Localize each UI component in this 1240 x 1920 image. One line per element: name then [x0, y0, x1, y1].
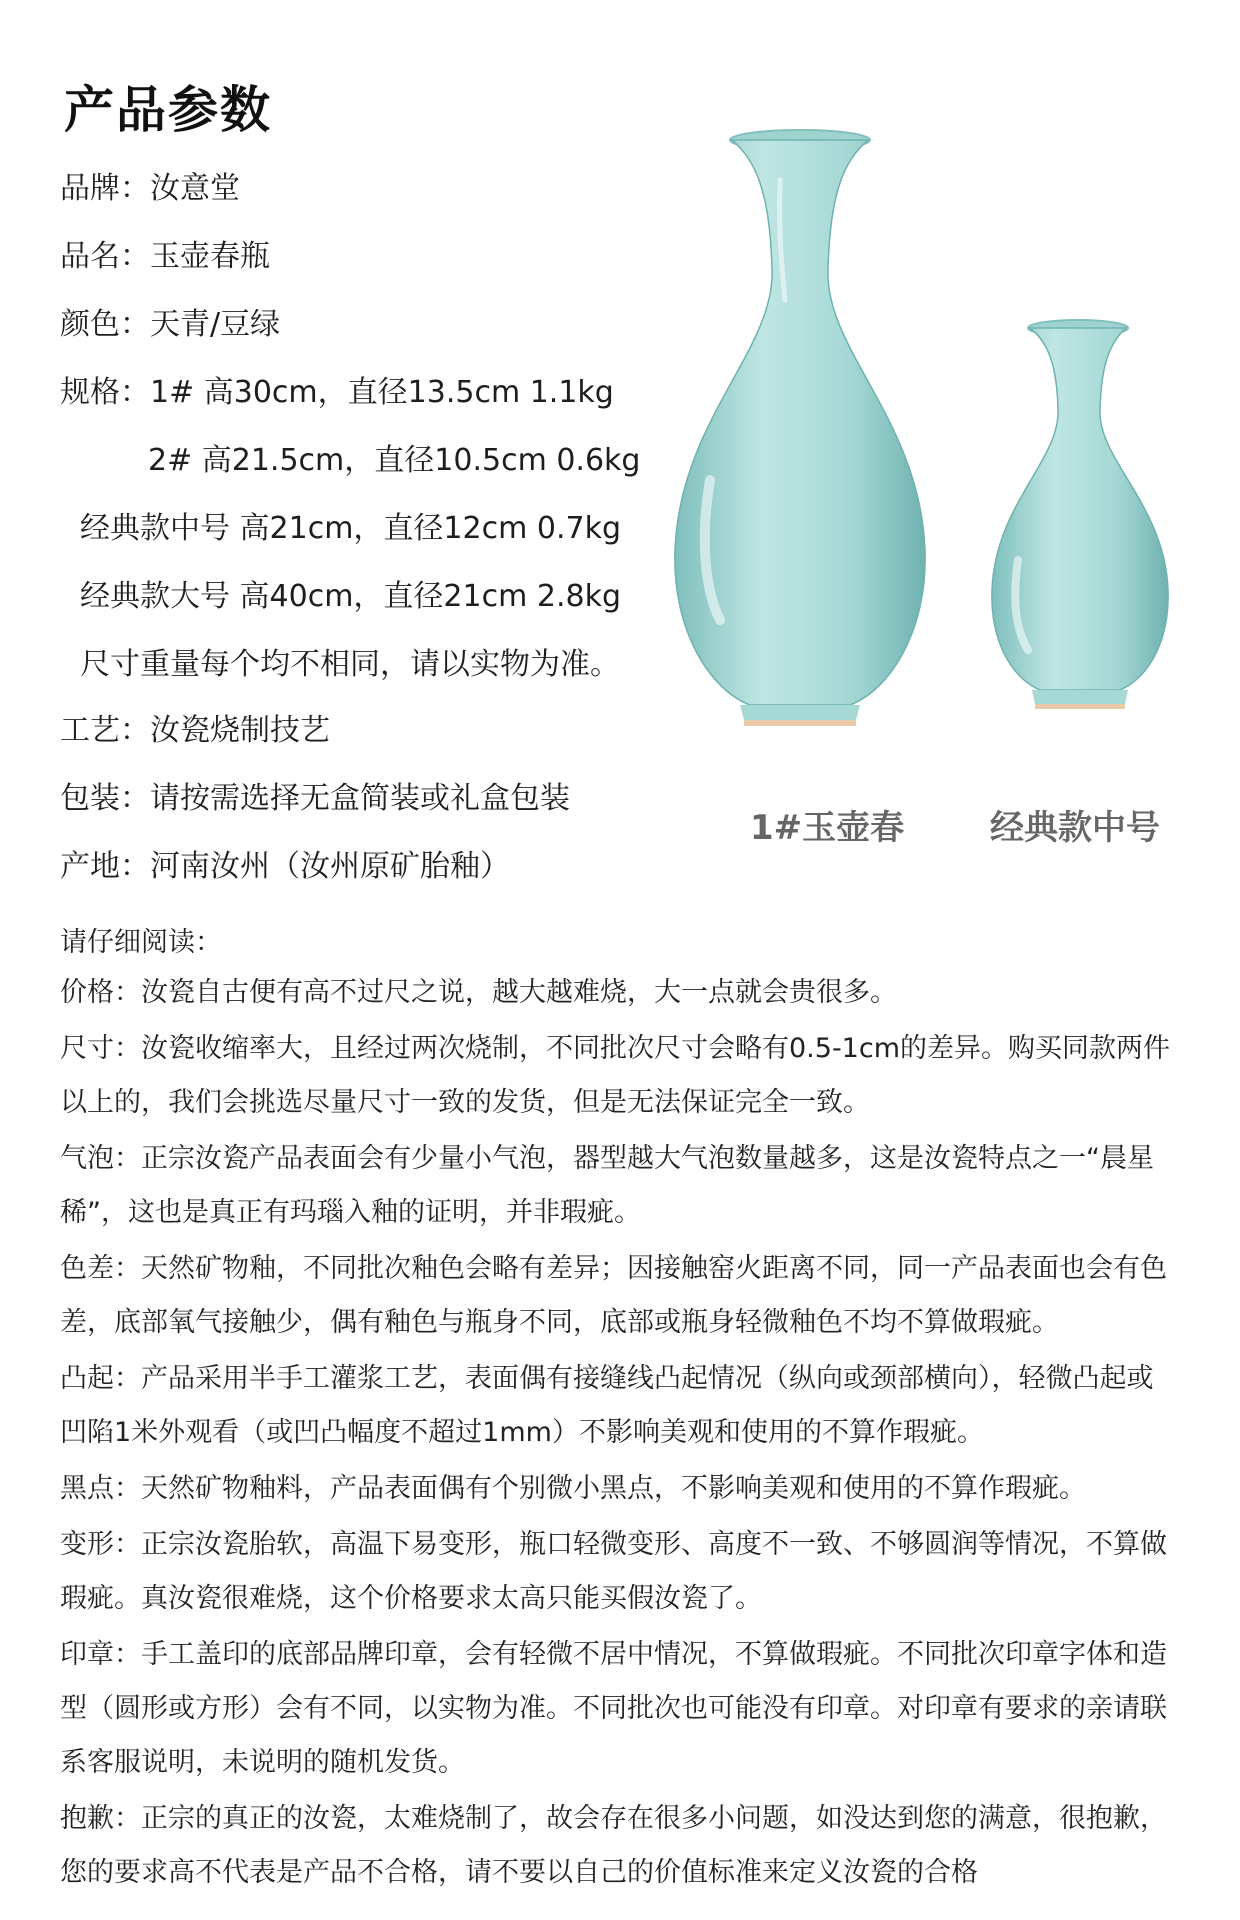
note-deformation: 变形：正宗汝瓷胎软，高温下易变形，瓶口轻微变形、高度不一致、不够圆润等情况，不算做瑕疵。真汝瓷很难烧，这个价格要求太高只能买假汝瓷了。: [60, 1529, 1167, 1614]
note-color-difference: 色差：天然矿物釉，不同批次釉色会略有差异；因接触窑火距离不同，同一产品表面也会有色差，底部氧气接触少，偶有釉色与瓶身不同，底部或瓶身轻微釉色不均不算做瑕疵。: [60, 1253, 1167, 1338]
vase-product-image: [620, 120, 1240, 740]
note-black-spots: 黑点：天然矿物釉料，产品表面偶有个别微小黑点，不影响美观和使用的不算作瑕疵。: [60, 1473, 1086, 1504]
spec-size-classic-large: 经典款大号 高40cm，直径21cm 2.8kg: [80, 579, 621, 614]
spec-brand: 品牌：汝意堂: [60, 171, 240, 206]
note-size: 尺寸：汝瓷收缩率大，且经过两次烧制，不同批次尺寸会略有0.5-1cm的差异。购买同款两件以上的，我们会挑选尽量尺寸一致的发货，但是无法保证完全一致。: [60, 1033, 1171, 1118]
spec-size-note: 尺寸重量每个均不相同，请以实物为准。: [80, 647, 620, 682]
notes-heading: 请仔细阅读：: [60, 927, 222, 958]
note-bumps: 凸起：产品采用半手工灌浆工艺，表面偶有接缝线凸起情况（纵向或颈部横向），轻微凸起或凹陷1米外观看（或凹凸幅度不超过1mm）不影响美观和使用的不算作瑕疵。: [60, 1363, 1154, 1448]
vase-medium: [992, 320, 1168, 709]
spec-color: 颜色：天青/豆绿: [60, 307, 281, 342]
note-stamp: 印章：手工盖印的底部品牌印章，会有轻微不居中情况，不算做瑕疵。不同批次印章字体和造型（圆形或方形）会有不同，以实物为准。不同批次也可能没有印章。对印章有要求的亲请联系客服说明，未说明的随机发货。: [60, 1639, 1167, 1778]
note-price: 价格：汝瓷自古便有高不过尺之说，越大越难烧，大一点就会贵很多。: [60, 977, 897, 1008]
spec-product-name: 品名：玉壶春瓶: [60, 239, 270, 274]
caption-vase-2: 经典款中号: [990, 808, 1160, 848]
spec-craft: 工艺：汝瓷烧制技艺: [60, 713, 330, 748]
spec-origin: 产地：河南汝州（汝州原矿胎釉）: [60, 849, 510, 884]
spec-size-classic-medium: 经典款中号 高21cm，直径12cm 0.7kg: [80, 511, 621, 546]
note-apology: 抱歉：正宗的真正的汝瓷，太难烧制了，故会存在很多小问题，如没达到您的满意，很抱歉，您的要求高不代表是产品不合格，请不要以自己的价值标准来定义汝瓷的合格: [60, 1803, 1167, 1888]
vase-large: [675, 130, 925, 726]
caption-vase-1: 1#玉壶春: [750, 808, 905, 848]
page-title: 产品参数: [64, 81, 272, 139]
spec-size-2: 2# 高21.5cm，直径10.5cm 0.6kg: [148, 443, 641, 478]
note-bubbles: 气泡：正宗汝瓷产品表面会有少量小气泡，器型越大气泡数量越多，这是汝瓷特点之一“晨星稀”，这也是真正有玛瑙入釉的证明，并非瑕疵。: [60, 1143, 1154, 1228]
spec-packaging: 包装：请按需选择无盒简装或礼盒包装: [60, 781, 570, 816]
spec-size-1: 规格：1# 高30cm，直径13.5cm 1.1kg: [60, 375, 614, 410]
